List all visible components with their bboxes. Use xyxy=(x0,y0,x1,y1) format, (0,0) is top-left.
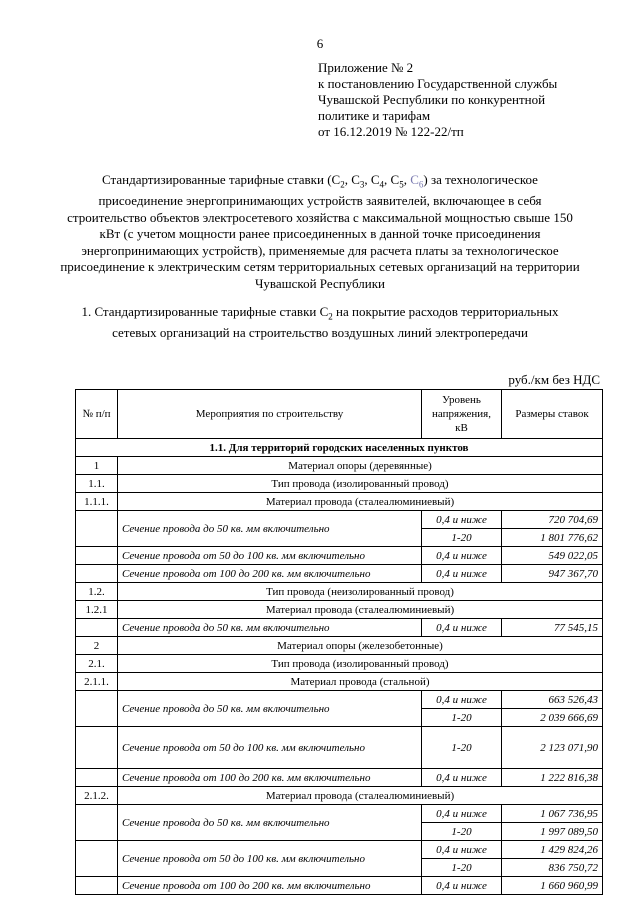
header-num: № п/п xyxy=(76,390,118,439)
row-rate: 549 022,05 xyxy=(502,547,603,565)
row-rate: 1 997 089,50 xyxy=(502,823,603,841)
section-header: 1.1. Для территорий городских населенных пунктов xyxy=(76,439,603,457)
row-rate: 1 801 776,62 xyxy=(502,529,603,547)
row-voltage: 0,4 и ниже xyxy=(422,547,502,565)
row-description: Сечение провода от 100 до 200 кв. мм включительно xyxy=(118,769,422,787)
row-voltage: 0,4 и ниже xyxy=(422,841,502,859)
row-rate: 1 429 824,26 xyxy=(502,841,603,859)
row-voltage: 1-20 xyxy=(422,529,502,547)
row-rate: 1 222 816,38 xyxy=(502,769,603,787)
row-description: Сечение провода до 50 кв. мм включительно xyxy=(118,511,422,547)
row-description: Сечение провода от 100 до 200 кв. мм включительно xyxy=(118,877,422,895)
row-rate: 720 704,69 xyxy=(502,511,603,529)
rates-table xyxy=(75,389,603,895)
row-voltage: 0,4 и ниже xyxy=(422,565,502,583)
appendix-block xyxy=(318,60,557,140)
row-voltage: 0,4 и ниже xyxy=(422,511,502,529)
row-category: Тип провода (неизолированный провод) xyxy=(118,583,603,601)
row-rate: 1 660 960,99 xyxy=(502,877,603,895)
row-category: Материал опоры (железобетонные) xyxy=(118,637,603,655)
row-rate: 77 545,15 xyxy=(502,619,603,637)
header-activity: Мероприятия по строительству xyxy=(118,390,422,439)
appendix-line: от 16.12.2019 № 122-22/тп xyxy=(318,124,464,139)
appendix-line: к постановлению Государственной службы xyxy=(318,76,558,91)
row-rate: 1 067 736,95 xyxy=(502,805,603,823)
section-subtitle: 1. Стандартизированные тарифные ставки $С_2$ на покрытие расходов территориальных сетевых организаций на строительство воздушных линий электропередачи xyxy=(81,304,559,341)
row-category: Материал провода (сталеалюминиевый) xyxy=(118,601,603,619)
row-voltage: 1-20 xyxy=(422,859,502,877)
row-number: 1.1. xyxy=(76,475,118,493)
row-number: 2.1.1. xyxy=(76,673,118,691)
appendix-line: Приложение № 2 xyxy=(318,60,414,75)
appendix-line: политике и тарифам xyxy=(318,108,431,123)
row-voltage: 1-20 xyxy=(422,727,502,769)
document-title: Стандартизированные тарифные ставки ($С_2$, $С_3$, $С_4$, $С_5$, $С_6$) за технологическое присоединение энергопринимающих устройств заявителей, включающее в себя строительство объектов электросетевого хозяйства с максимальной мощностью свыше 150 кВт (с учетом мощности ранее присоединенных в данной точке присоединения энергопринимающих устройств), применяемые для расчета платы за технологическое присоединение к электрическим сетям территориальных сетевых организаций на территории Чувашской Республики xyxy=(60,172,580,291)
row-description: Сечение провода от 50 до 100 кв. мм включительно xyxy=(118,547,422,565)
row-voltage: 0,4 и ниже xyxy=(422,769,502,787)
row-number: 2.1.2. xyxy=(76,787,118,805)
row-category: Материал провода (стальной) xyxy=(118,673,603,691)
row-number: 1.2. xyxy=(76,583,118,601)
row-voltage: 1-20 xyxy=(422,709,502,727)
row-voltage: 0,4 и ниже xyxy=(422,805,502,823)
row-description: Сечение провода до 50 кв. мм включительно xyxy=(118,691,422,727)
row-description: Сечение провода до 50 кв. мм включительно xyxy=(118,805,422,841)
row-rate: 836 750,72 xyxy=(502,859,603,877)
header-voltage: Уровень напряжения, кВ xyxy=(422,390,502,439)
row-number: 1 xyxy=(76,457,118,475)
row-voltage: 0,4 и ниже xyxy=(422,877,502,895)
row-rate: 947 367,70 xyxy=(502,565,603,583)
row-category: Материал опоры (деревянные) xyxy=(118,457,603,475)
row-number: 2 xyxy=(76,637,118,655)
row-rate: 2 123 071,90 xyxy=(502,727,603,769)
row-category: Материал провода (сталеалюминиевый) xyxy=(118,493,603,511)
unit-label: руб./км без НДС xyxy=(508,372,600,387)
row-voltage: 0,4 и ниже xyxy=(422,619,502,637)
header-rate: Размеры ставок xyxy=(502,390,603,439)
row-number: 1.1.1. xyxy=(76,493,118,511)
row-description: Сечение провода от 100 до 200 кв. мм включительно xyxy=(118,565,422,583)
row-category: Тип провода (изолированный провод) xyxy=(118,655,603,673)
page-number: 6 xyxy=(316,36,324,51)
row-description: Сечение провода от 50 до 100 кв. мм включительно xyxy=(118,727,422,769)
row-voltage: 0,4 и ниже xyxy=(422,691,502,709)
row-number: 2.1. xyxy=(76,655,118,673)
row-voltage: 1-20 xyxy=(422,823,502,841)
row-rate: 2 039 666,69 xyxy=(502,709,603,727)
row-rate: 663 526,43 xyxy=(502,691,603,709)
row-description: Сечение провода до 50 кв. мм включительно xyxy=(118,619,422,637)
row-category: Материал провода (сталеалюминиевый) xyxy=(118,787,603,805)
appendix-line: Чувашской Республики по конкурентной xyxy=(318,92,546,107)
row-description: Сечение провода от 50 до 100 кв. мм включительно xyxy=(118,841,422,877)
row-number: 1.2.1 xyxy=(76,601,118,619)
row-category: Тип провода (изолированный провод) xyxy=(118,475,603,493)
